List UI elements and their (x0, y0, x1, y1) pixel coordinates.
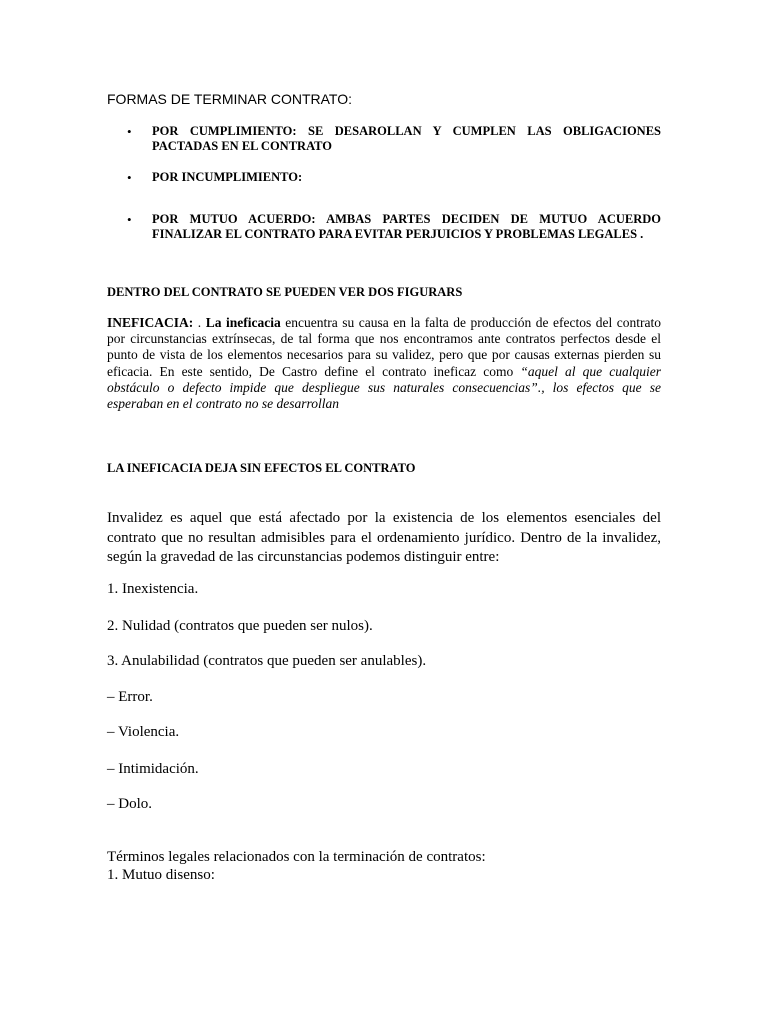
ineficacia-text: encuentra su causa en la falta de producción de efectos del contrato por circunstancias extrínsecas, de tal forma que nos encontramos ante contratos perfectos desde el punto de vista de los elementos necesarios para su validez, pero que por causas externas pierden su eficacia. En este sentido, De Castro define el contrato ineficaz como (107, 315, 662, 379)
section-heading-ineficacia: LA INEFICACIA DEJA SIN EFECTOS EL CONTRATO (107, 461, 416, 475)
list-item: – Dolo. (107, 796, 152, 812)
list-item: – Violencia. (107, 724, 180, 740)
bullet-text: AMBAS PARTES DECIDEN DE MUTUO ACUERDO FINALIZAR EL CONTRATO PARA EVITAR PERJUICIOS Y PROBLEMAS LEGALES . (152, 212, 661, 241)
list-item: – Error. (107, 689, 153, 705)
invalidez-paragraph: Invalidez es aquel que está afectado por la existencia de los elementos esenciales del contrato que no resultan admisibles para el ordenamiento jurídico. Dentro de la invalidez, según la gravedad de las circunstancias podemos distinguir entre: (107, 510, 661, 565)
list-item: 1. Inexistencia. (107, 581, 199, 597)
bullet-label: POR MUTUO ACUERDO: (152, 212, 316, 226)
bullet-list-1 (107, 124, 661, 154)
bullet-item-mutuo-acuerdo (107, 212, 661, 242)
bullet-item-cumplimiento (107, 124, 661, 154)
list-item: 2. Nulidad (contratos que pueden ser nulos). (107, 618, 373, 634)
bullet-list-3 (107, 212, 661, 242)
ineficacia-label: INEFICACIA: (107, 315, 194, 330)
bullet-item-incumplimiento (107, 170, 661, 185)
bullet-label: POR INCUMPLIMIENTO: (152, 170, 303, 184)
ineficacia-quote: “aquel al que cualquier obstáculo o defecto impide que despliegue sus naturales consecuencias”., los efectos que se esperaban en el contrato no se desarrollan (107, 363, 661, 412)
bullet-label: POR CUMPLIMIENTO: (152, 124, 297, 138)
bullet-list-2 (107, 170, 661, 185)
section-heading-figuras: DENTRO DEL CONTRATO SE PUEDEN VER DOS FIGURARS (107, 285, 463, 299)
ineficacia-paragraph (107, 315, 661, 412)
document-title: FORMAS DE TERMINAR CONTRATO: (107, 91, 353, 107)
terms-item: 1. Mutuo disenso: (107, 867, 215, 883)
ineficacia-sep: . (193, 315, 206, 330)
ineficacia-term: La ineficacia (205, 315, 281, 330)
bullet-text: SE DESAROLLAN Y CUMPLEN LAS OBLIGACIONES PACTADAS EN EL CONTRATO (152, 124, 661, 153)
terms-heading: Términos legales relacionados con la terminación de contratos: (107, 849, 486, 865)
list-item: – Intimidación. (107, 761, 199, 777)
list-item: 3. Anulabilidad (contratos que pueden ser anulables). (107, 653, 427, 669)
